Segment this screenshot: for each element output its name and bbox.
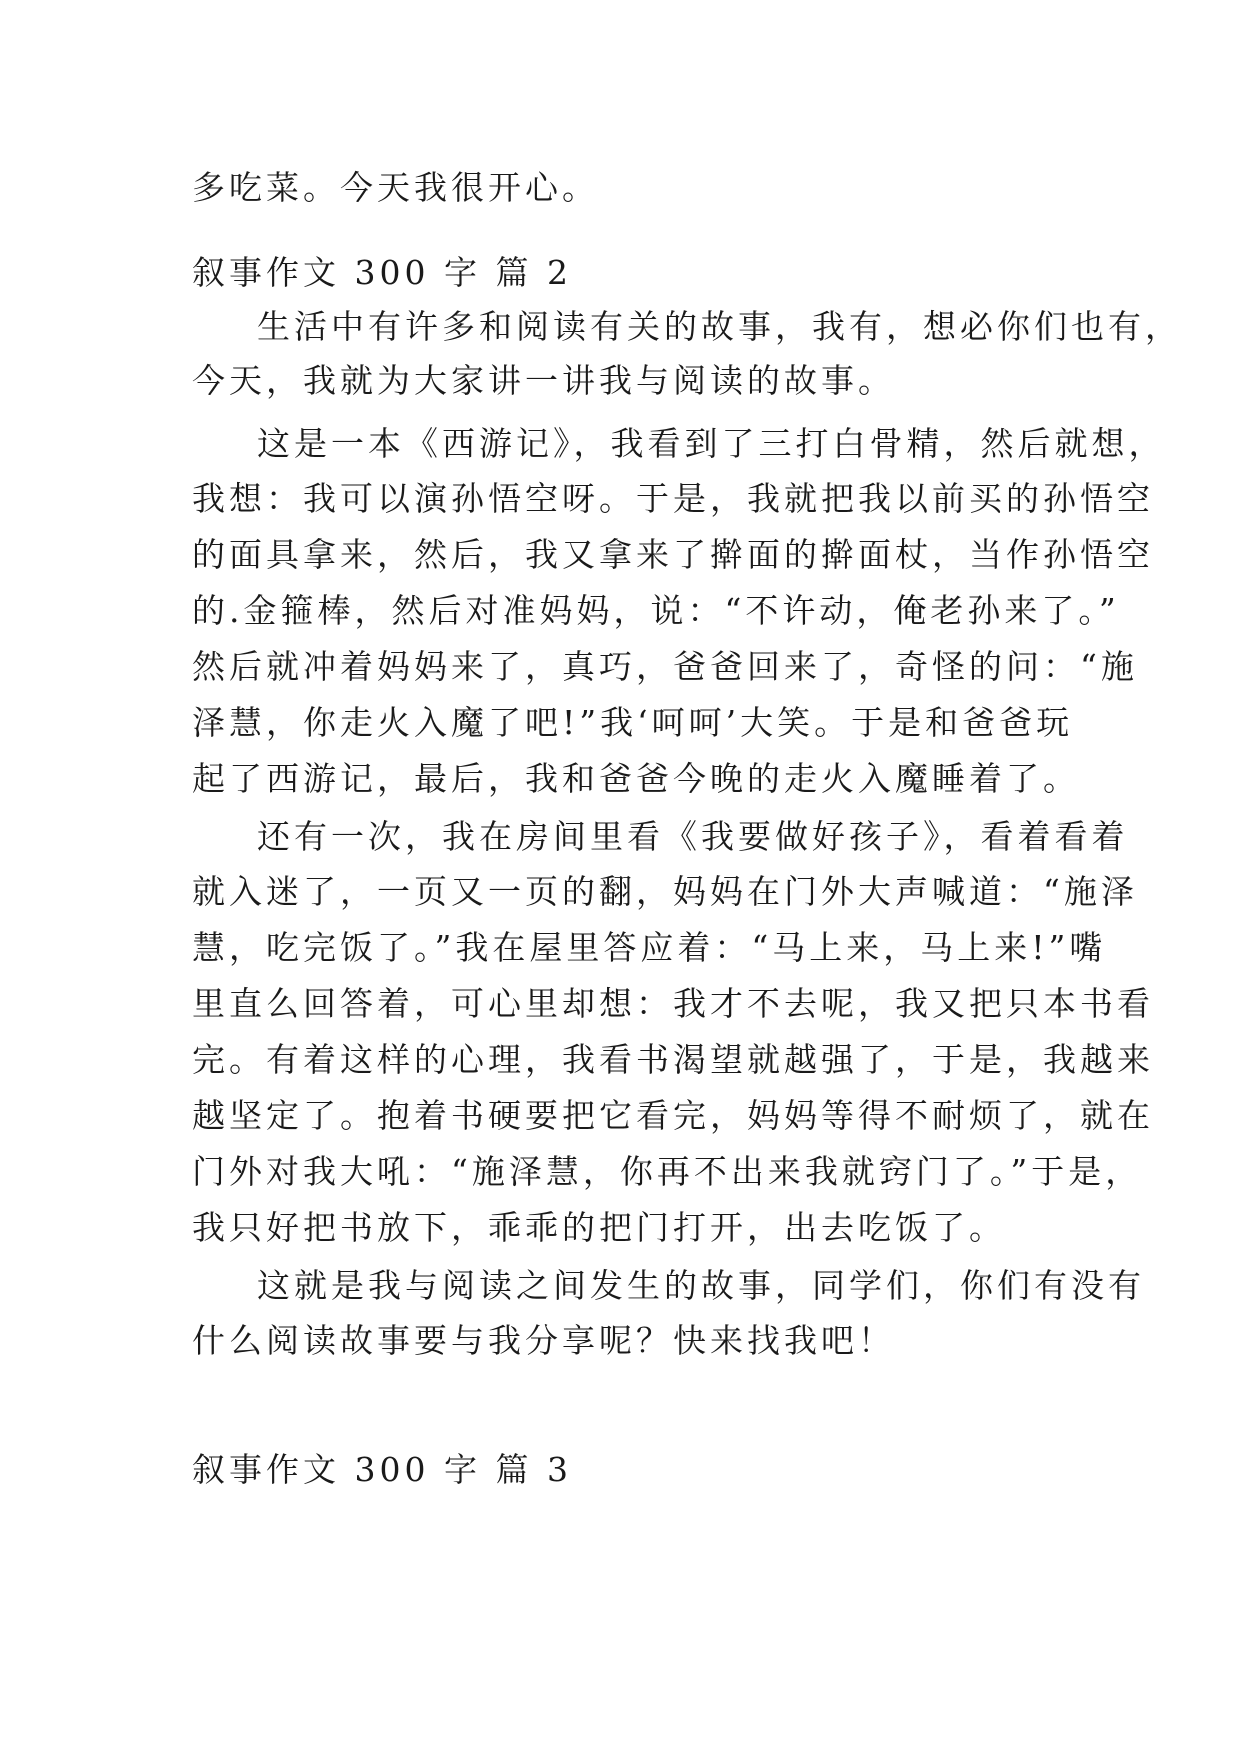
paragraph-line: 多吃菜。今天我很开心。 [192, 168, 599, 207]
paragraph-line: 我只好把书放下，乖乖的把门打开，出去吃饭了。 [192, 1208, 1006, 1247]
paragraph-line: 里直么回答着，可心里却想：我才不去呢，我又把只本书看 [192, 984, 1154, 1023]
paragraph-line: 然后就冲着妈妈来了，真巧，爸爸回来了，奇怪的问：“施 [192, 647, 1138, 686]
paragraph-line: 的.金箍棒，然后对准妈妈，说：“不许动，俺老孙来了。” [192, 591, 1120, 630]
paragraph-line: 的面具拿来，然后，我又拿来了擀面的擀面杖，当作孙悟空 [192, 535, 1154, 574]
paragraph-line: 完。有着这样的心理，我看书渴望就越强了，于是，我越来 [192, 1040, 1154, 1079]
paragraph-line: 起了西游记，最后，我和爸爸今晚的走火入魔睡着了。 [192, 759, 1080, 798]
paragraph-line: 我想：我可以演孙悟空呀。于是，我就把我以前买的孙悟空 [192, 479, 1154, 518]
paragraph-line: 什么阅读故事要与我分享呢？快来找我吧！ [192, 1321, 895, 1360]
paragraph-line: 这是一本《西游记》，我看到了三打白骨精，然后就想， [257, 424, 1166, 463]
paragraph-line: 还有一次，我在房间里看《我要做好孩子》，看着看着 [257, 817, 1129, 856]
section-heading: 叙事作文 300 字 篇 3 [192, 1450, 572, 1489]
paragraph-line: 泽慧，你走火入魔了吧!”我‘呵呵’大笑。于是和爸爸玩 [192, 703, 1074, 742]
paragraph-line: 生活中有许多和阅读有关的故事，我有，想必你们也有， [257, 307, 1182, 346]
paragraph-line: 今天，我就为大家讲一讲我与阅读的故事。 [192, 361, 895, 400]
paragraph-line: 门外对我大吼：“施泽慧，你再不出来我就窍门了。”于是， [192, 1152, 1143, 1191]
paragraph-line: 就入迷了，一页又一页的翻，妈妈在门外大声喊道：“施泽 [192, 872, 1138, 911]
paragraph-line: 慧，吃完饭了。”我在屋里答应着：“马上来，马上来!”嘴 [192, 928, 1107, 967]
paragraph-line: 这就是我与阅读之间发生的故事，同学们，你们有没有 [257, 1266, 1145, 1305]
paragraph-line: 越坚定了。抱着书硬要把它看完，妈妈等得不耐烦了，就在 [192, 1096, 1154, 1135]
section-heading: 叙事作文 300 字 篇 2 [192, 253, 572, 292]
